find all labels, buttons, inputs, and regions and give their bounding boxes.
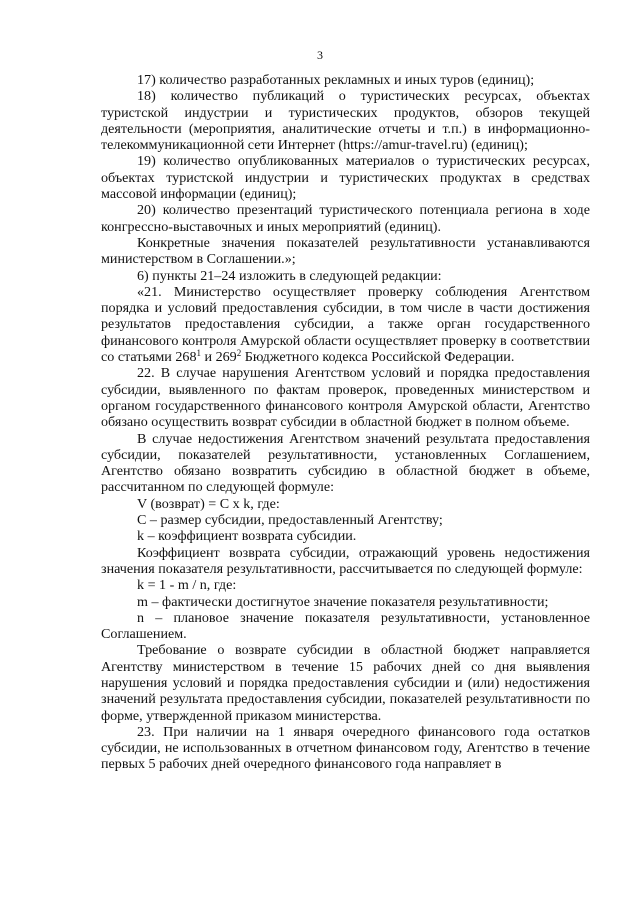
item-17: 17) количество разработанных рекламных и иных туров (единиц); [137, 72, 535, 88]
formula-v: V (возврат) = C x k, где: [137, 495, 280, 512]
clause-21-sup-1: 1 [196, 348, 201, 359]
clause-21-text-b: и 269 [201, 349, 237, 366]
definition-n: n – плановое значение показателя результативности, установленное Соглашением. [101, 609, 590, 643]
document-body [101, 72, 590, 773]
clause-21-text-c: Бюджетного кодекса Российской Федерации. [241, 349, 515, 366]
item-18: 18) количество публикаций о туристических ресурсах, объектах туристской индустрии и туристических продуктов, обзоров текущей деятельности (мероприятия, аналитические отчеты и т.п.) в информационно-телекоммуникационной сети Интернет (https://amur-travel.ru) (единиц); [101, 88, 590, 154]
clause-22-shortfall: В случае недостижения Агентством значений результата предоставления субсидии, показателей результативности, установленных Соглашением, Агентство обязано возвратить субсидию в областной бюджет в объеме, рассчитанном по следующей формуле: [101, 430, 590, 496]
clause-21-text-a: «21. Министерство осуществляет проверку соблюдения Агентством порядка и условий предоставления субсидии, в том числе в части достижения результатов предоставления субсидии, а также орган государственного финансового контроля Амурской области осуществляет проверку в соответствии со статьями 268 [101, 283, 590, 366]
item-20: 20) количество презентаций туристического потенциала региона в ходе конгрессно-выставочных и иных мероприятий (единиц). [101, 202, 590, 235]
clause-22: 22. В случае нарушения Агентством условий и порядка предоставления субсидии, выявленного по фактам проверок, проведенных министерством и органом государственного финансового контроля Амурской области, Агентство обязано осуществить возврат субсидии в областной бюджет в полном объеме. [101, 365, 590, 431]
clause-21 [101, 284, 590, 365]
definition-c: C – размер субсидии, предоставленный Агентству; [137, 512, 443, 529]
item-19: 19) количество опубликованных материалов о туристических ресурсах, объектах туристской индустрии и туристических продуктах в средствах массовой информации (единиц); [101, 153, 590, 203]
clause-23: 23. При наличии на 1 января очередного финансового года остатков субсидии, не использованных в отчетном финансовом году, Агентство в течение первых 5 рабочих дней очередного финансового года направляет в [101, 723, 590, 773]
concrete-values-paragraph: Конкретные значения показателей результативности устанавливаются министерством в Соглашении.»; [101, 234, 590, 268]
clause-21-sup-2: 2 [236, 348, 242, 359]
coefficient-paragraph: Коэффициент возврата субсидии, отражающий уровень недостижения значения показателя результативности, рассчитывается по следующей формуле: [101, 544, 590, 577]
return-demand-paragraph: Требование о возврате субсидии в областной бюджет направляется Агентству министерством в течение 15 рабочих дней со дня выявления нарушения условий и порядка предоставления субсидии и (или) недостижения значений результата предоставления субсидии, показателей результативности по форме, утвержденной приказом министерства. [101, 642, 590, 724]
definition-k: k – коэффициент возврата субсидии. [137, 528, 357, 545]
item-6-amendment: 6) пункты 21–24 изложить в следующей редакции: [137, 267, 442, 284]
formula-k: k = 1 - m / n, где: [137, 577, 237, 594]
page-number: 3 [317, 48, 323, 62]
definition-m: m – фактически достигнутое значение показателя результативности; [137, 593, 549, 610]
